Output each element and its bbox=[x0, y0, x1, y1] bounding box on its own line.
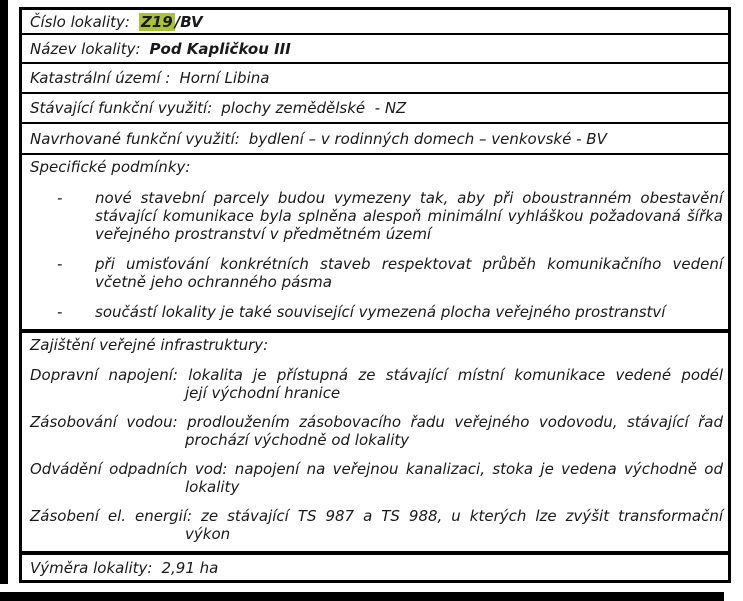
locality-table bbox=[19, 7, 731, 583]
infrastructure-item bbox=[30, 366, 723, 402]
bullet-text bbox=[95, 255, 723, 291]
infrastruktura-title: Zajištění veřejné infrastruktury: bbox=[30, 336, 269, 354]
row-cislo-lokality bbox=[22, 10, 728, 33]
bullet-marker: - bbox=[57, 303, 63, 321]
stavajici-vyuziti-value: plochy zemědělské - NZ bbox=[221, 99, 407, 117]
row-specificke-podminky bbox=[22, 153, 728, 329]
vymera-lokality-label: Výměra lokality: bbox=[30, 558, 153, 577]
navrhovane-vyuziti-value: bydlení – v rodinných domech – venkovské - BV bbox=[248, 129, 607, 148]
row-nazev-lokality bbox=[22, 33, 728, 62]
bullet-line: veřejného prostranství v předmětném území bbox=[95, 225, 432, 243]
row-katastralni-uzemi bbox=[22, 62, 728, 92]
podminky-bullet-list bbox=[30, 189, 723, 321]
bullet-item bbox=[30, 303, 723, 321]
bullet-item bbox=[30, 189, 723, 243]
scan-edge-bottom bbox=[0, 592, 724, 601]
nazev-lokality-label: Název lokality: bbox=[30, 39, 141, 58]
infrastructure-line: lokality bbox=[185, 478, 240, 496]
bullet-marker: - bbox=[57, 255, 63, 273]
vymera-lokality-value: 2,91 ha bbox=[161, 558, 219, 577]
locality-code-highlight: Z19 bbox=[140, 12, 173, 31]
row-stavajici-vyuziti bbox=[22, 92, 728, 122]
bullet-line: nové stavební parcely budou vymezeny tak, aby při oboustranném obestavění bbox=[95, 189, 723, 207]
katastralni-uzemi-label: Katastrální území : bbox=[30, 69, 171, 87]
specificke-podminky-title: Specifické podmínky: bbox=[30, 158, 191, 176]
row-vymera-lokality bbox=[22, 551, 728, 580]
infrastructure-line: Odvádění odpadních vod: napojení na veřejnou kanalizaci, stoka je vedena východně od bbox=[30, 460, 723, 478]
nazev-lokality-value: Pod Kapličkou III bbox=[149, 39, 291, 58]
infrastructure-line: výkon bbox=[185, 525, 231, 543]
bullet-marker: - bbox=[57, 189, 63, 207]
infrastructure-item bbox=[30, 507, 723, 543]
row-infrastruktura bbox=[22, 329, 728, 551]
infrastructure-line: Zásobení el. energií: ze stávající TS 987 a TS 988, u kterých lze zvýšit transformační bbox=[30, 507, 723, 525]
katastralni-uzemi-value: Horní Libina bbox=[179, 69, 270, 87]
infrastructure-line: prochází východně od lokality bbox=[185, 431, 410, 449]
infrastructure-line: Zásobování vodou: prodloužením zásobovacího řadu veřejného vodovodu, stávající řad bbox=[30, 413, 723, 431]
bullet-text bbox=[95, 189, 723, 243]
row-navrhovane-vyuziti bbox=[22, 122, 728, 153]
bullet-line: stávající komunikace byla splněna alespoň minimální vyhláškou požadovaná šířka bbox=[95, 207, 723, 225]
infrastructure-line: její východní hranice bbox=[185, 384, 341, 402]
navrhovane-vyuziti-label: Navrhované funkční využití: bbox=[30, 129, 240, 148]
cislo-lokality-value bbox=[139, 13, 203, 31]
bullet-line: včetně jeho ochranného pásma bbox=[95, 273, 332, 291]
infrastructure-line: Dopravní napojení: lokalita je přístupná ze stávající místní komunikace vedené podél bbox=[30, 366, 723, 384]
infrastructure-item bbox=[30, 413, 723, 449]
bullet-line: při umisťování konkrétních staveb respektovat průběh komunikačního vedení bbox=[95, 255, 723, 273]
bullet-text bbox=[95, 303, 723, 321]
cislo-lokality-label: Číslo lokality: bbox=[30, 12, 130, 31]
infrastructure-item bbox=[30, 460, 723, 496]
locality-code-suffix: /BV bbox=[174, 12, 203, 31]
bullet-item bbox=[30, 255, 723, 291]
scan-edge-left bbox=[0, 0, 8, 584]
infrastruktura-list bbox=[30, 366, 723, 543]
stavajici-vyuziti-label: Stávající funkční využití: bbox=[30, 99, 213, 117]
bullet-line: součástí lokality je také související vymezená plocha veřejného prostranství bbox=[95, 303, 666, 321]
